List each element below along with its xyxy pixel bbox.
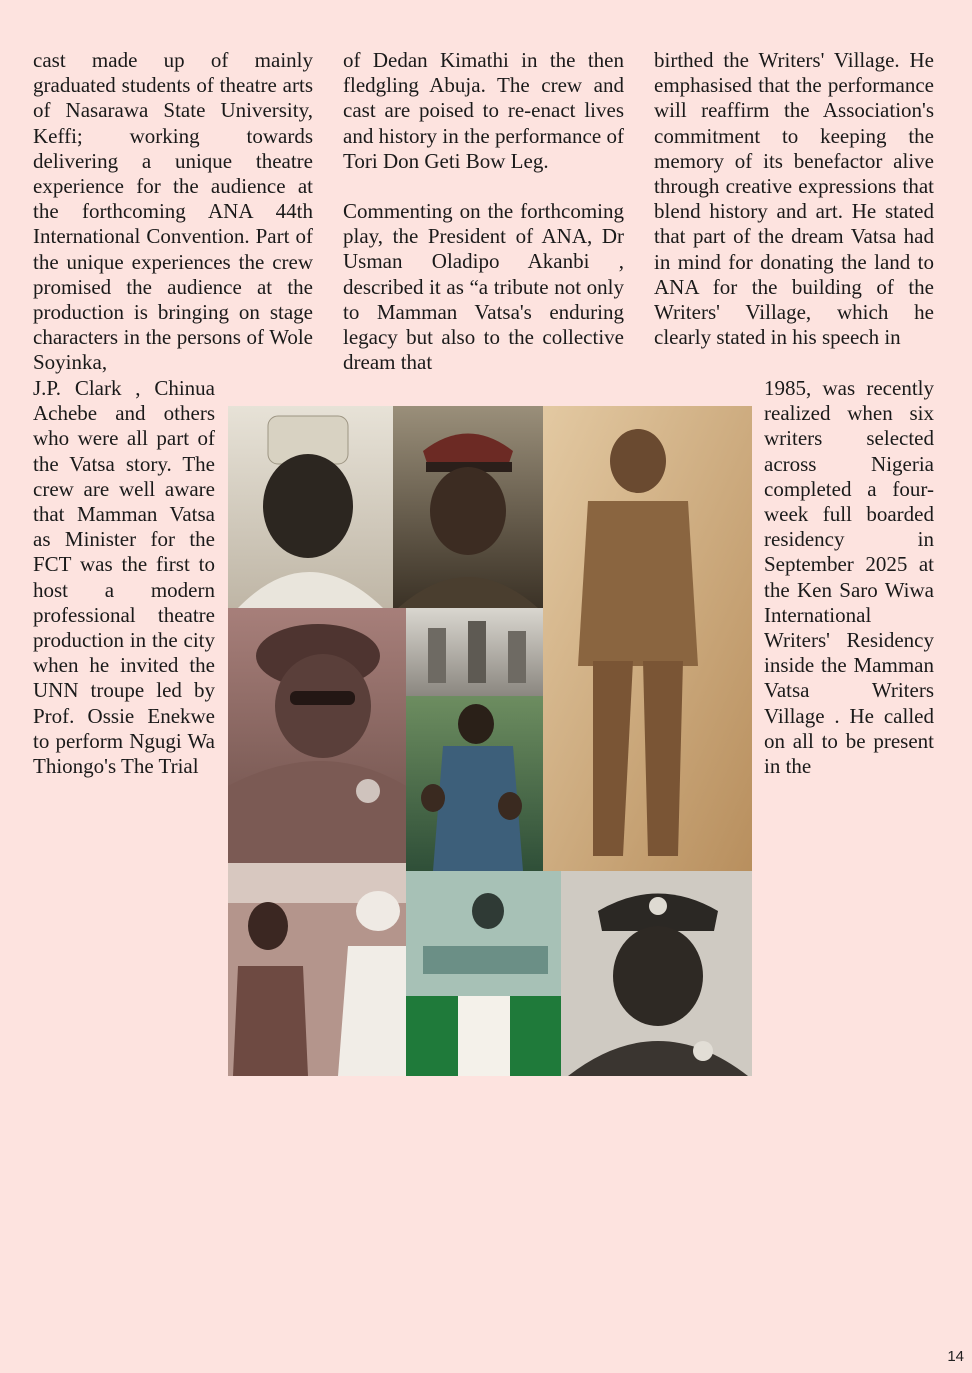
column3-top-text: birthed the Writers' Village. He emphasised that the performance will reaffirm the Association's commitment to keeping the memory of its benefactor alive through creative expressions that blend history and art. He stated that part of the dream Vatsa had in mind for donating the land to ANA for the building of the Writers' Village, which he clearly stated in his speech in — [654, 48, 934, 350]
column2 — [343, 48, 624, 375]
column2-paragraph1: of Dedan Kimathi in the then fledgling Abuja. The crew and cast are poised to re-enact lives and history in the performance of Tori Don Geti Bow Leg. — [343, 48, 624, 173]
photo-officer-portrait — [561, 871, 752, 1076]
photo-group-small — [406, 608, 543, 696]
page-number: 14 — [947, 1348, 964, 1365]
column1-top-text: cast made up of mainly graduated students of theatre arts of Nasarawa State University, Keffi; working towards delivering a unique theatre experience for the audience at the forthcoming ANA 44th International Convention. Part of the unique experiences the crew promised the audience at the production is bringing on stage characters in the persons of Wole Soyinka, — [33, 48, 313, 375]
column3-side-text: 1985, was recently realized when six writers selected across Nigeria completed a four-week full boarded residency in September 2025 at the Ken Saro Wiwa International Writers' Residency inside the Mamman Vatsa Writers Village . He called on all to be present in the — [764, 376, 934, 779]
photo-family — [406, 696, 543, 871]
photo-standing-soldier — [543, 406, 752, 871]
photo-handshake — [228, 863, 406, 1076]
photo-man-with-cap — [228, 406, 393, 608]
photo-officer-beret — [228, 608, 406, 863]
column1-side-text: J.P. Clark , Chinua Achebe and others who were all part of the Vatsa story. The crew are well aware that Mamman Vatsa as Minister for the FCT was the first to host a modern professional theatre production in the city when he invited the UNN troupe led by Prof. Ossie Enekwe to perform Ngugi Wa Thiongo's The Trial — [33, 376, 215, 779]
photo-collage — [228, 406, 752, 1076]
column2-paragraph2: Commenting on the forthcoming play, the President of ANA, Dr Usman Oladipo Akanbi , described it as “a tribute not only to Mamman Vatsa's enduring legacy but also to the collective dream that — [343, 199, 624, 375]
photo-collage-image — [228, 406, 752, 1076]
paragraph-gap — [343, 174, 624, 199]
photo-meeting-and-flag — [406, 871, 561, 1076]
photo-officer-peaked-cap — [393, 406, 543, 608]
